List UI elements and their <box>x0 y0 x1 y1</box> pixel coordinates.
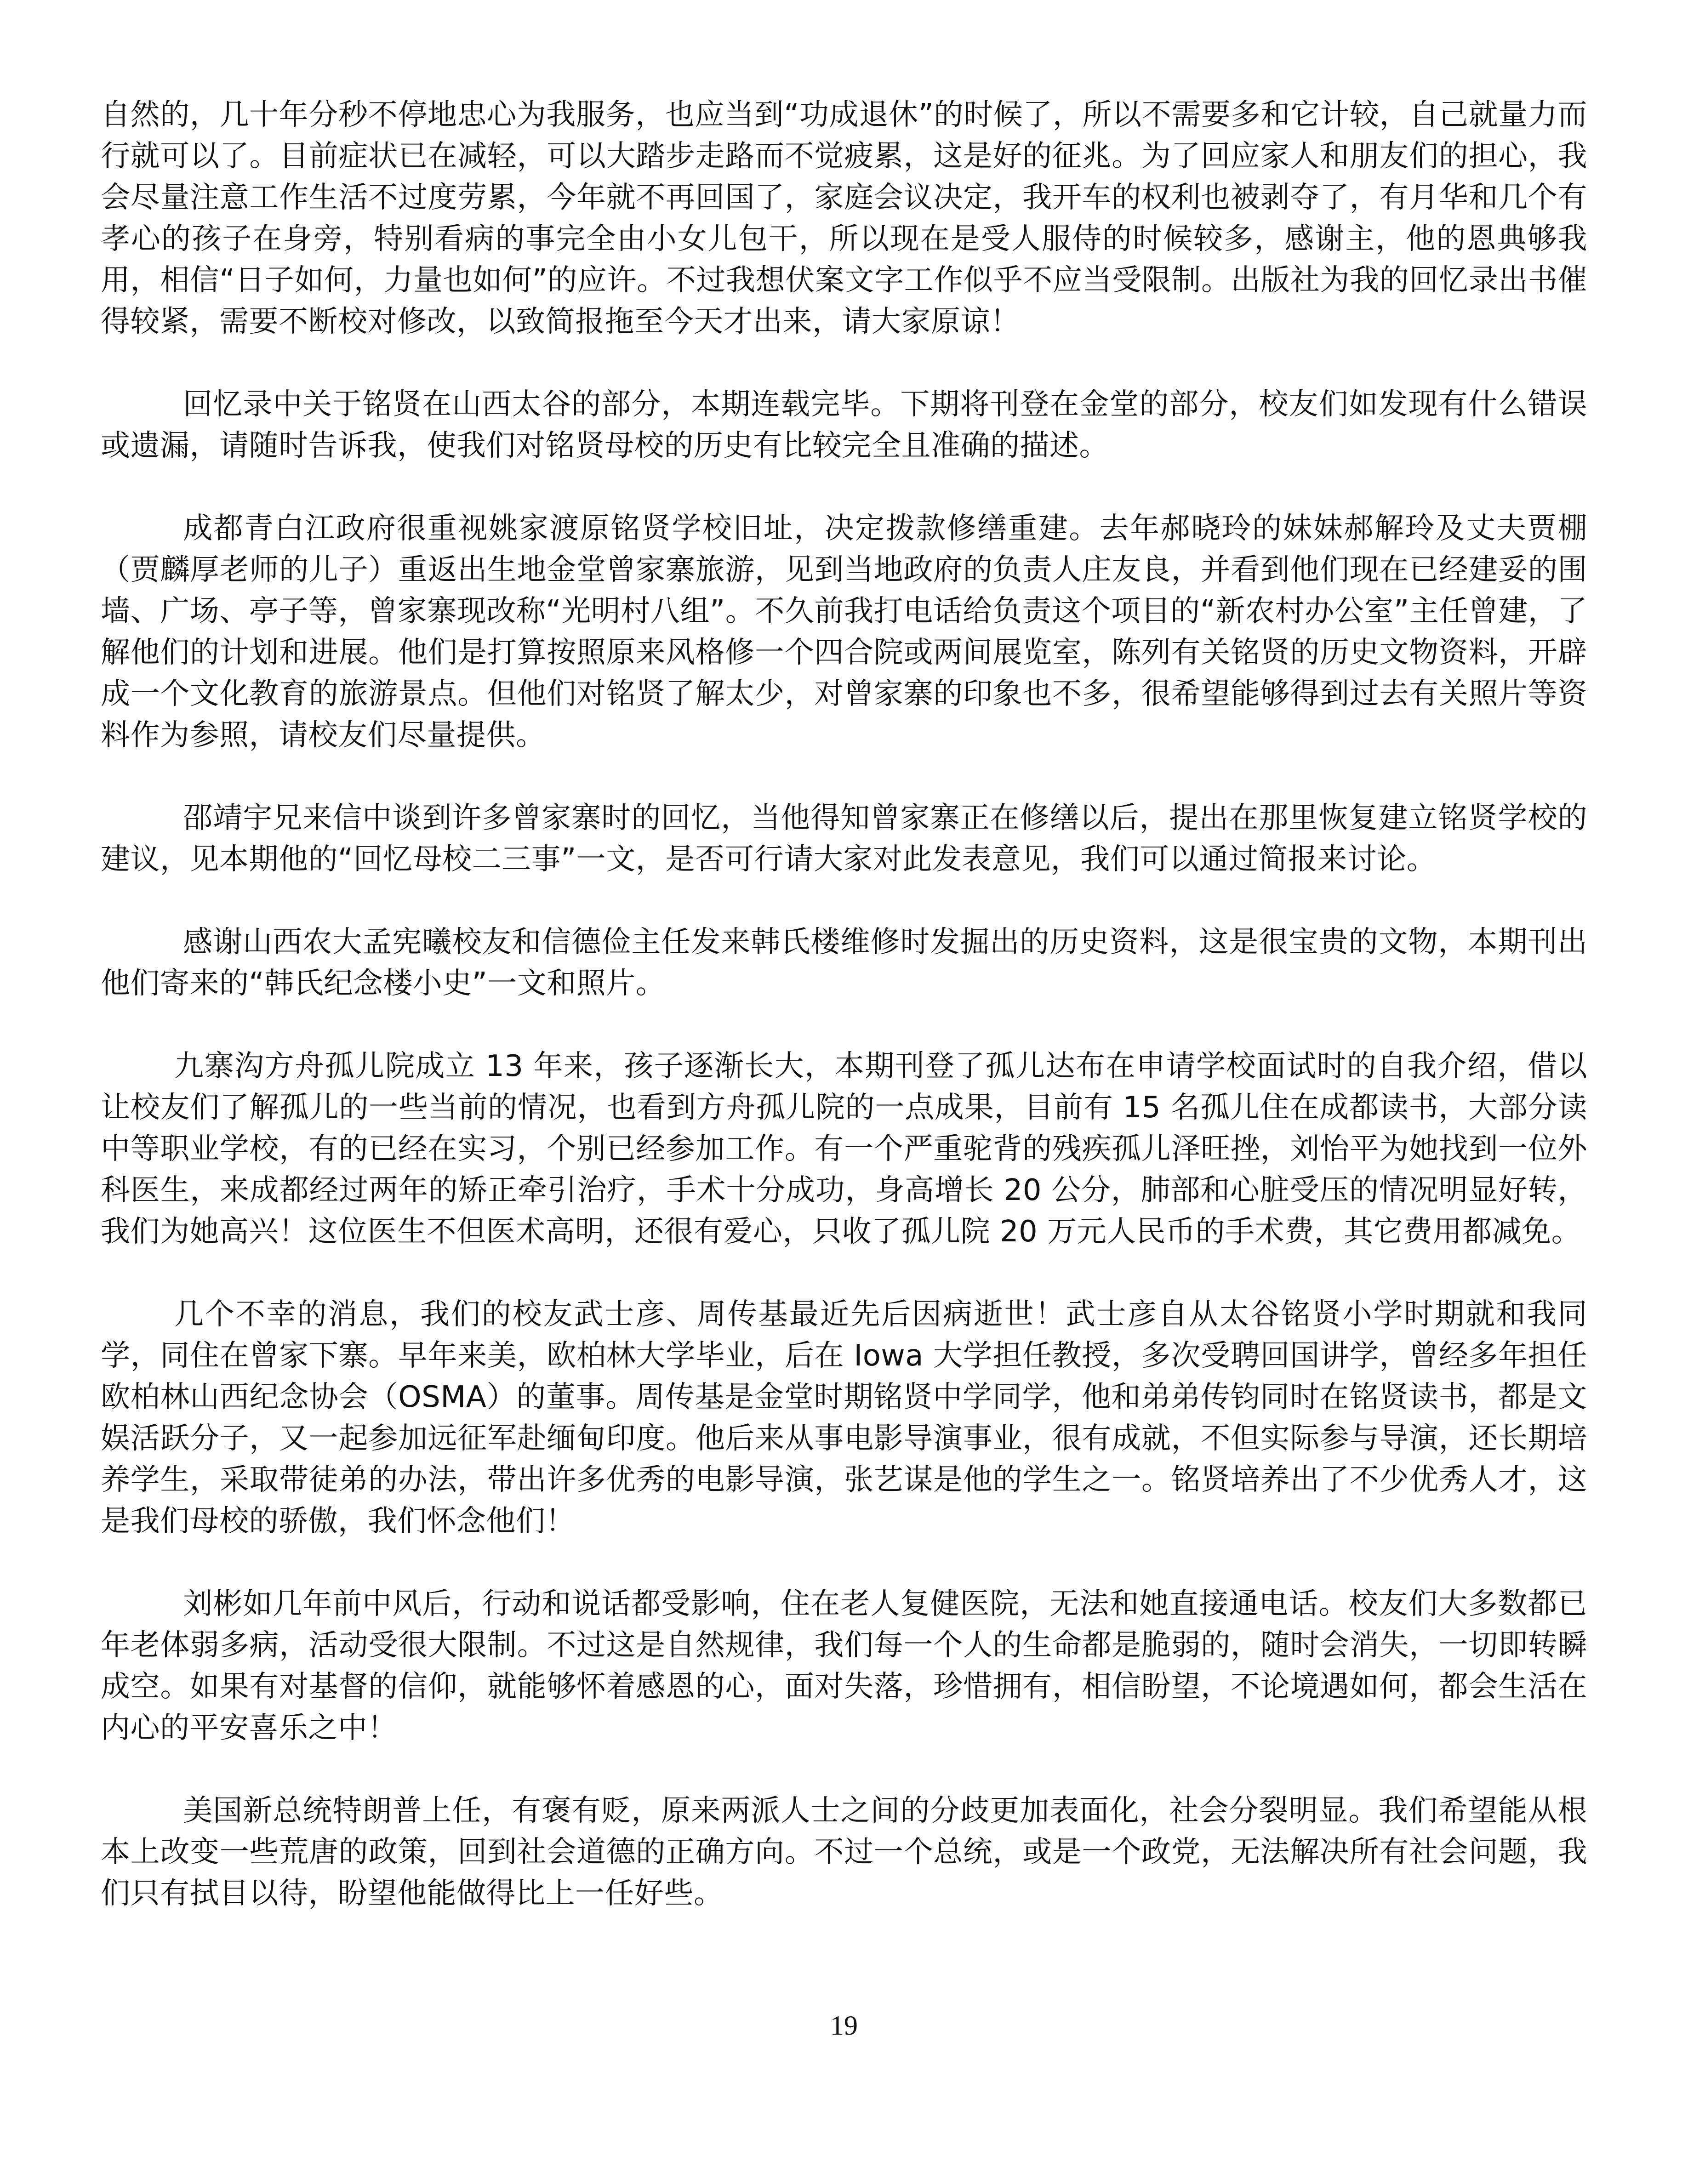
document-body <box>101 94 1587 1956</box>
paragraph-liu-binru: 刘彬如几年前中风后，行动和说话都受影响，住在老人复健医院，无法和她直接通电话。校友们大多数都已年老体弱多病，活动受很大限制。不过这是自然规律，我们每一个人的生命都是脆弱的，随时会消失，一切即转瞬成空。如果有对基督的信仰，就能够怀着感恩的心，面对失落，珍惜拥有，相信盼望，不论境遇如何，都会生活在内心的平安喜乐之中！ <box>101 1587 1587 1745</box>
paragraph-new-president: 美国新总统特朗普上任，有褒有贬，原来两派人士之间的分歧更加表面化，社会分裂明显。我们希望能从根本上改变一些荒唐的政策，回到社会道德的正确方向。不过一个总统，或是一个政党，无法解决所有社会问题，我们只有拭目以待，盼望他能做得比上一任好些。 <box>101 1794 1587 1911</box>
paragraph-continuation: 自然的，几十年分秒不停地忠心为我服务，也应当到“功成退休”的时候了，所以不需要多和它计较，自己就量力而行就可以了。目前症状已在减轻，可以大踏步走路而不觉疲累，这是好的征兆。为了回应家人和朋友们的担心，我会尽量注意工作生活不过度劳累，今年就不再回国了，家庭会议决定，我开车的权利也被剥夺了，有月华和几个有孝心的孩子在身旁，特别看病的事完全由小女儿包干，所以现在是受人服侍的时候较多，感谢主，他的恩典够我用，相信“日子如何，力量也如何”的应许。不过我想伏案文字工作似乎不应当受限制。出版社为我的回忆录出书催得较紧，需要不断校对修改，以致简报拖至今天才出来，请大家原谅！ <box>101 98 1587 339</box>
paragraph-memoir-serialization: 回忆录中关于铭贤在山西太谷的部分，本期连载完毕。下期将刊登在金堂的部分，校友们如发现有什么错误或遗漏，请随时告诉我，使我们对铭贤母校的历史有比较完全且准确的描述。 <box>101 387 1587 463</box>
page-number: 19 <box>830 2010 858 2041</box>
paragraph-shao-jingyu-letter: 邵靖宇兄来信中谈到许多曾家寨时的回忆，当他得知曾家寨正在修缮以后，提出在那里恢复建立铭贤学校的建议，见本期他的“回忆母校二三事”一文，是否可行请大家对此发表意见，我们可以通过简报来讨论。 <box>101 801 1587 876</box>
paragraph-old-campus-rebuild: 成都青白江政府很重视姚家渡原铭贤学校旧址，决定拨款修缮重建。去年郝晓玲的妹妹郝解玲及丈夫贾棚（贾麟厚老师的儿子）重返出生地金堂曾家寨旅游，见到当地政府的负责人庄友良，并看到他们现在已经建妥的围墙、广场、亭子等，曾家寨现改称“光明村八组”。不久前我打电话给负责这个项目的“新农村办公室”主任曾建，了解他们的计划和进展。他们是打算按照原来风格修一个四合院或两间展览室，陈列有关铭贤的历史文物资料，开辟成一个文化教育的旅游景点。但他们对铭贤了解太少，对曾家寨的印象也不多，很希望能够得到过去有关照片等资料作为参照，请校友们尽量提供。 <box>101 512 1587 752</box>
paragraph-han-memorial-building: 感谢山西农大孟宪曦校友和信德俭主任发来韩氏楼维修时发掘出的历史资料，这是很宝贵的文物，本期刊出他们寄来的“韩氏纪念楼小史”一文和照片。 <box>101 925 1587 1001</box>
paragraph-orphanage: 九寨沟方舟孤儿院成立 13 年来，孩子逐渐长大，本期刊登了孤儿达布在申请学校面试时的自我介绍，借以让校友们了解孤儿的一些当前的情况，也看到方舟孤儿院的一点成果，目前有 15 名孤儿住在成都读书，大部分读中等职业学校，有的已经在实习，个别已经参加工作。有一个严重驼背的残疾孤儿泽旺挫，刘怡平为她找到一位外科医生，来成都经过两年的矫正牵引治疗，手术十分成功，身高增长 20 公分，肺部和心脏受压的情况明显好转，我们为她高兴！这位医生不但医术高明，还很有爱心，只收了孤儿院 20 万元人民币的手术费，其它费用都减免。 <box>101 1049 1587 1249</box>
paragraph-obituaries: 几个不幸的消息，我们的校友武士彦、周传基最近先后因病逝世！武士彦自从太谷铭贤小学时期就和我同学，同住在曾家下寨。早年来美，欧柏林大学毕业，后在 Iowa 大学担任教授，多次受聘回国讲学，曾经多年担任欧柏林山西纪念协会（OSMA）的董事。周传基是金堂时期铭贤中学同学，他和弟弟传钧同时在铭贤读书，都是文娱活跃分子，又一起参加远征军赴缅甸印度。他后来从事电影导演事业，很有成就，不但实际参与导演，还长期培养学生，采取带徒弟的办法，带出许多优秀的电影导演，张艺谋是他的学生之一。铭贤培养出了不少优秀人才，这是我们母校的骄傲，我们怀念他们！ <box>101 1297 1587 1538</box>
